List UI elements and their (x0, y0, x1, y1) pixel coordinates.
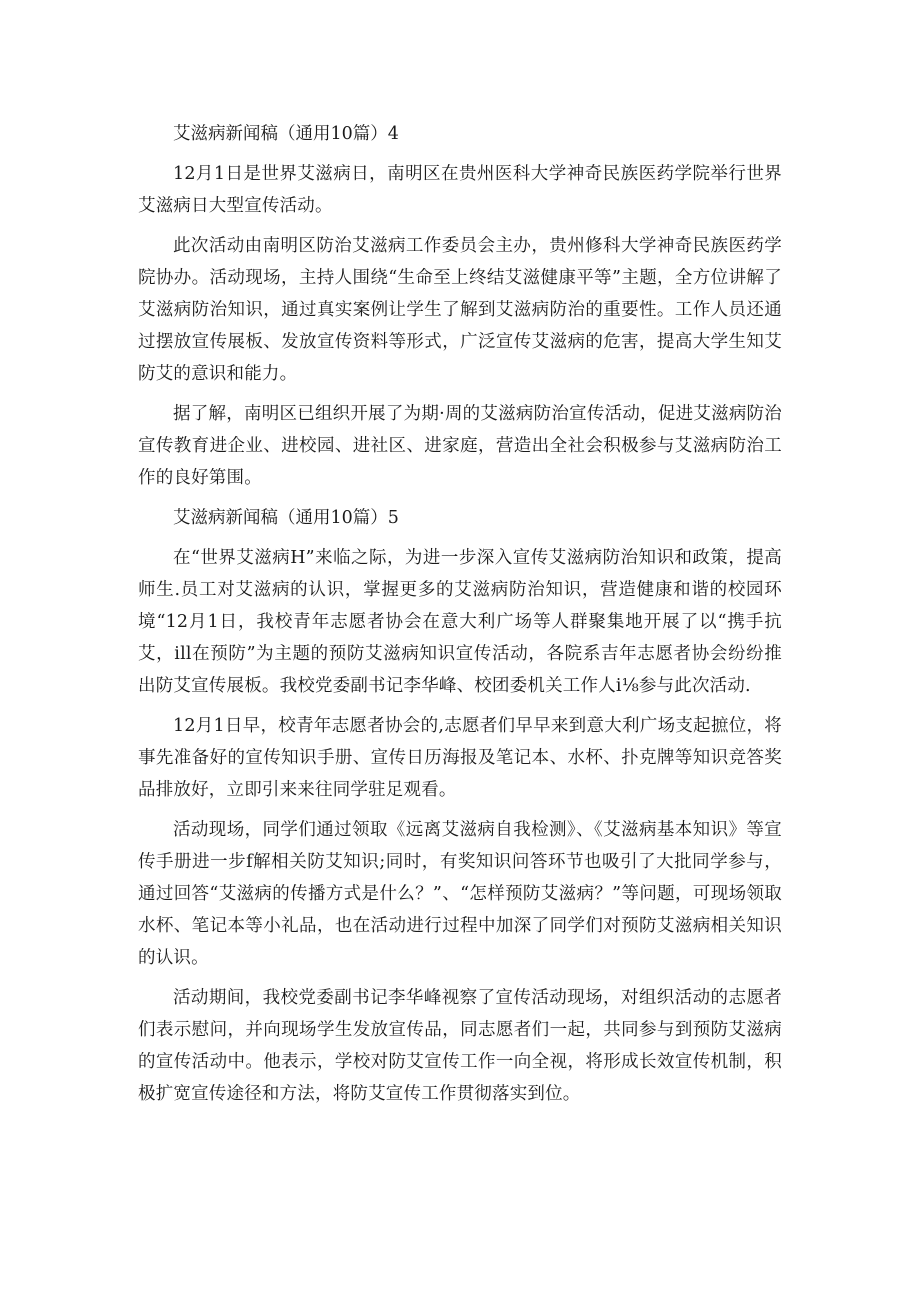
paragraph: 据了解，南明区已组织开展了为期·周的艾滋病防治宣传活动，促进艾滋病防治宣传教育进企业、进校园、进社区、进家庭，营造出全社会积极参与艾滋病防治工作的良好第围。 (138, 404, 782, 488)
paragraph: 12月1日早，校青年志愿者协会的,志愿者们早早来到意大利广场支起摭位，将事先准备好的宣传知识手册、宣传日历海报及笔记本、水杯、扑克牌等知识竞答奖品排放好，立即引来来往同学驻足观看。 (138, 716, 782, 800)
paragraph: 活动期间，我校党委副书记李华峰视察了宣传活动现场，对组织活动的志愿者们表示慰问，并向现场学生发放宣传品，同志愿者们一起，共同参与到预防艾滋病的宣传活动中。他表示，学校对防艾宣传工作一向全视，将形成长效宣传机制，积极扩宽宣传途径和方法，将防艾宣传工作贯彻落实到位。 (138, 988, 782, 1104)
section-heading: 艾滋病新闻稿（通用10篇）4 (173, 124, 399, 144)
paragraph: 在“世界艾滋病H”来临之际，为进一步深入宣传艾滋病防治知识和政策，提高师生.员工对艾滋病的认识，掌握更多的艾滋病防治知识，营造健康和谐的校园环境“12月1日，我校青年志愿者协会在意大利广场等人群聚集地开展了以“携手抗艾，ill在预防”为主题的预防艾滋病知识宣传活动，各院系吉年志愿者协会纷纷推出防艾宣传展板。我校党委副书记李华峰、校团委机关工作人i⅛参与此次活动. (138, 548, 782, 696)
document-body (138, 118, 782, 1110)
section-heading: 艾滋病新闻稿（通用10篇）5 (173, 508, 399, 528)
paragraph: 12月1日是世界艾滋病日，南明区在贵州医科大学神奇民族医药学院举行世界艾滋病日大型宣传活动。 (138, 164, 782, 216)
paragraph: 活动现场，同学们通过领取《远离艾滋病自我检测》、《艾滋病基本知识》等宣传手册进一步f解相关防艾知识;同时，有奖知识问答环节也吸引了大批同学参与，通过回答“艾滋病的传播方式是什么？”、“怎样预防艾滋病？”等问题，可现场领取水杯、笔记本等小礼品，也在活动进行过程中加深了同学们对预防艾滋病相关知识的认识。 (138, 820, 782, 968)
paragraph: 此次活动由南明区防治艾滋病工作委员会主办，贵州修科大学神奇民族医药学院协办。活动现场，主持人围绕“生命至上终结艾滋健康平等”主题，全方位讲解了艾滋病防治知识，通过真实案例让学生了解到艾滋病防治的重要性。工作人员还通过摆放宣传展板、发放宣传资料等形式，广泛宣传艾滋病的危害，提高大学生知艾防艾的意识和能力。 (138, 236, 782, 384)
